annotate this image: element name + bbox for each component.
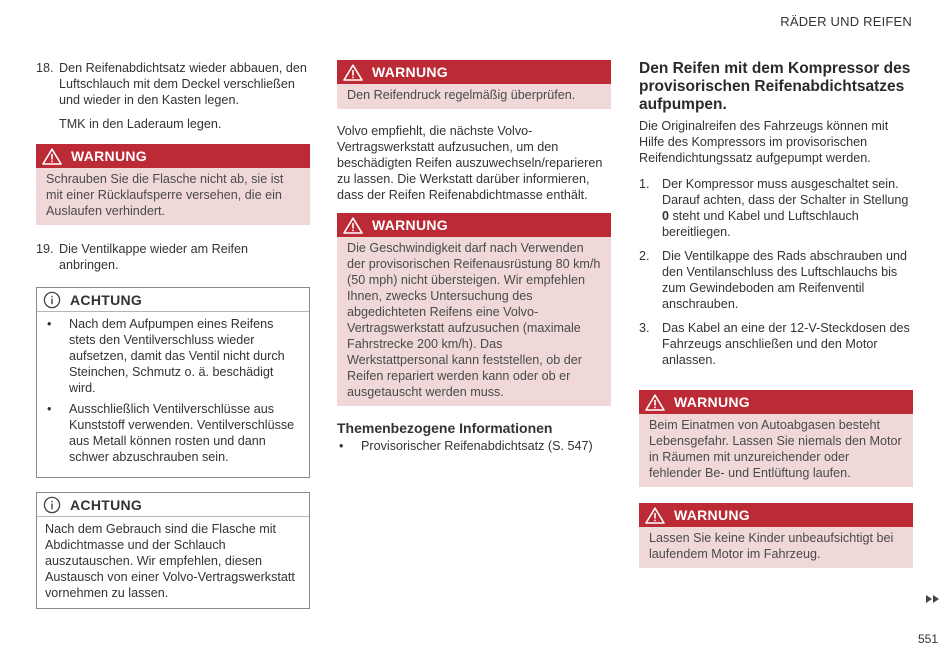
note-header bbox=[37, 288, 309, 312]
warning-header bbox=[337, 213, 611, 237]
intro-paragraph: Die Originalreifen des Fahrzeugs können mit Hilfe des Kompressors im provisorischen Reifendichtungssatz aufgepumpt werden. bbox=[639, 119, 889, 165]
column-2 bbox=[337, 60, 611, 459]
warning-text: Schrauben Sie die Flasche nicht ab, sie ist mit einer Rücklaufsperre versehen, die ein Auslaufen verhindert. bbox=[46, 172, 284, 218]
page-header-title: RÄDER UND REIFEN bbox=[780, 14, 912, 29]
warning-text: Die Geschwindigkeit darf nach Verwenden der provisorischen Reifenausrüstung 80 km/h (50 mph) nicht übersteigen. Wir empfehlen Ihnen, zwecks Untersuchung des abgedichteten Reifens eine Volvo-Vertragswerkstatt aufzusuchen (maximale Fahrstrecke 200 km/h). Das Werkstattpersonal kann feststellen, ob der Reifen repariert werden kann oder ob er ausgetauscht werden muss. bbox=[347, 241, 601, 399]
bullet-icon: • bbox=[47, 317, 52, 331]
warning-header bbox=[639, 390, 913, 414]
step-text-part: Der Kompressor muss ausgeschaltet sein. Darauf achten, dass der Schalter in Stellung bbox=[662, 177, 909, 207]
warning-title: WARNUNG bbox=[71, 148, 147, 164]
note-title: ACHTUNG bbox=[70, 291, 143, 308]
warning-triangle-icon bbox=[343, 217, 363, 234]
step-number: 18. bbox=[36, 61, 54, 75]
step-text: Den Reifenabdichtsatz wieder abbauen, den Luftschlauch mit dem Deckel verschließen und wieder in den Kasten legen. bbox=[59, 61, 307, 107]
warning-text: Lassen Sie keine Kinder unbeaufsichtigt bei laufendem Motor im Fahrzeug. bbox=[649, 531, 894, 561]
note-title: ACHTUNG bbox=[70, 496, 143, 513]
info-circle-icon bbox=[43, 291, 61, 309]
step-number: 2. bbox=[639, 249, 650, 263]
warning-text: Beim Einatmen von Autoabgasen besteht Lebensgefahr. Lassen Sie niemals den Motor in Räumen mit unzureichender oder fehlender Be- und Entlüftung laufen. bbox=[649, 418, 902, 480]
section-heading: Den Reifen mit dem Kompressor des provisorischen Reifenabdichtsatzes aufpumpen. bbox=[639, 60, 911, 113]
warning-triangle-icon bbox=[42, 148, 62, 165]
step-1 bbox=[639, 176, 913, 240]
warning-header bbox=[337, 60, 611, 84]
warning-title: WARNUNG bbox=[372, 217, 448, 233]
bullet-item bbox=[45, 316, 301, 396]
step-number: 19. bbox=[36, 242, 54, 256]
step-text: Die Ventilkappe des Rads abschrauben und den Ventilanschluss des Luftschlauchs bis zum Gewindeboden am Reifenventil anschrauben. bbox=[662, 249, 908, 311]
info-circle-icon bbox=[43, 496, 61, 514]
warning-title: WARNUNG bbox=[372, 64, 448, 80]
step-18-note: TMK in den Laderaum legen. bbox=[59, 117, 222, 131]
bullet-text: Ausschließlich Ventilverschlüsse aus Kunststoff verwenden. Ventilverschlüsse aus Metall können rosten und dann schwer abzuschrauben sein. bbox=[69, 402, 295, 464]
warning-box bbox=[36, 144, 310, 225]
warning-text: Den Reifendruck regelmäßig überprüfen. bbox=[347, 88, 576, 102]
step-text: Die Ventilkappe wieder am Reifen anbringen. bbox=[59, 242, 249, 272]
warning-header bbox=[36, 144, 310, 168]
step-18 bbox=[36, 60, 310, 108]
step-19 bbox=[36, 241, 310, 273]
note-header bbox=[37, 493, 309, 517]
warning-header bbox=[639, 503, 913, 527]
column-3 bbox=[639, 60, 913, 584]
bullet-icon: • bbox=[339, 439, 344, 453]
step-3 bbox=[639, 320, 913, 368]
bullet-text: Nach dem Aufpumpen eines Reifens stets den Ventilverschluss wieder aufsetzen, damit das Ventil nicht durch Steinchen, Schmutz o. ä. beschädigt wird. bbox=[69, 317, 285, 395]
page-number: 551 bbox=[917, 632, 938, 646]
warning-box bbox=[337, 60, 611, 109]
switch-position: 0 bbox=[662, 209, 670, 223]
double-chevron-right-icon[interactable] bbox=[926, 595, 940, 603]
warning-triangle-icon bbox=[645, 507, 665, 524]
warning-triangle-icon bbox=[645, 394, 665, 411]
column-1 bbox=[36, 60, 310, 623]
step-text: Das Kabel an eine der 12-V-Steckdosen des Fahrzeugs anschließen und den Motor anlassen. bbox=[662, 321, 910, 367]
bullet-item bbox=[45, 401, 301, 465]
related-info-heading: Themenbezogene Informationen bbox=[337, 420, 553, 436]
warning-box bbox=[639, 503, 913, 568]
warning-title: WARNUNG bbox=[674, 507, 750, 523]
note-text: Nach dem Gebrauch sind die Flasche mit Abdichtmasse und der Schlauch auszutauschen. Wir empfehlen, diesen Austausch von einer Volvo-Vertragswerkstatt vornehmen zu lassen. bbox=[45, 522, 295, 600]
warning-box bbox=[337, 213, 611, 406]
warning-box bbox=[639, 390, 913, 487]
related-link[interactable]: Provisorischer Reifenabdichtsatz (S. 547) bbox=[361, 439, 593, 453]
note-box bbox=[36, 287, 310, 478]
step-text-part: steht und Kabel und Luftschlauch bereitliegen. bbox=[662, 209, 859, 239]
warning-title: WARNUNG bbox=[674, 394, 750, 410]
step-number: 3. bbox=[639, 321, 650, 335]
note-box bbox=[36, 492, 310, 609]
step-text bbox=[662, 176, 913, 240]
warning-triangle-icon bbox=[343, 64, 363, 81]
step-number: 1. bbox=[639, 177, 650, 191]
related-link-item[interactable] bbox=[337, 438, 611, 454]
bullet-icon: • bbox=[47, 402, 52, 416]
body-paragraph: Volvo empfiehlt, die nächste Volvo-Vertragswerkstatt aufzusuchen, um den beschädigten Reifen auszuwechseln/reparieren zu lassen. Die Werkstatt darüber informieren, dass der Reifen Reifenabdichtmasse enthält. bbox=[337, 124, 603, 202]
step-2 bbox=[639, 248, 913, 312]
